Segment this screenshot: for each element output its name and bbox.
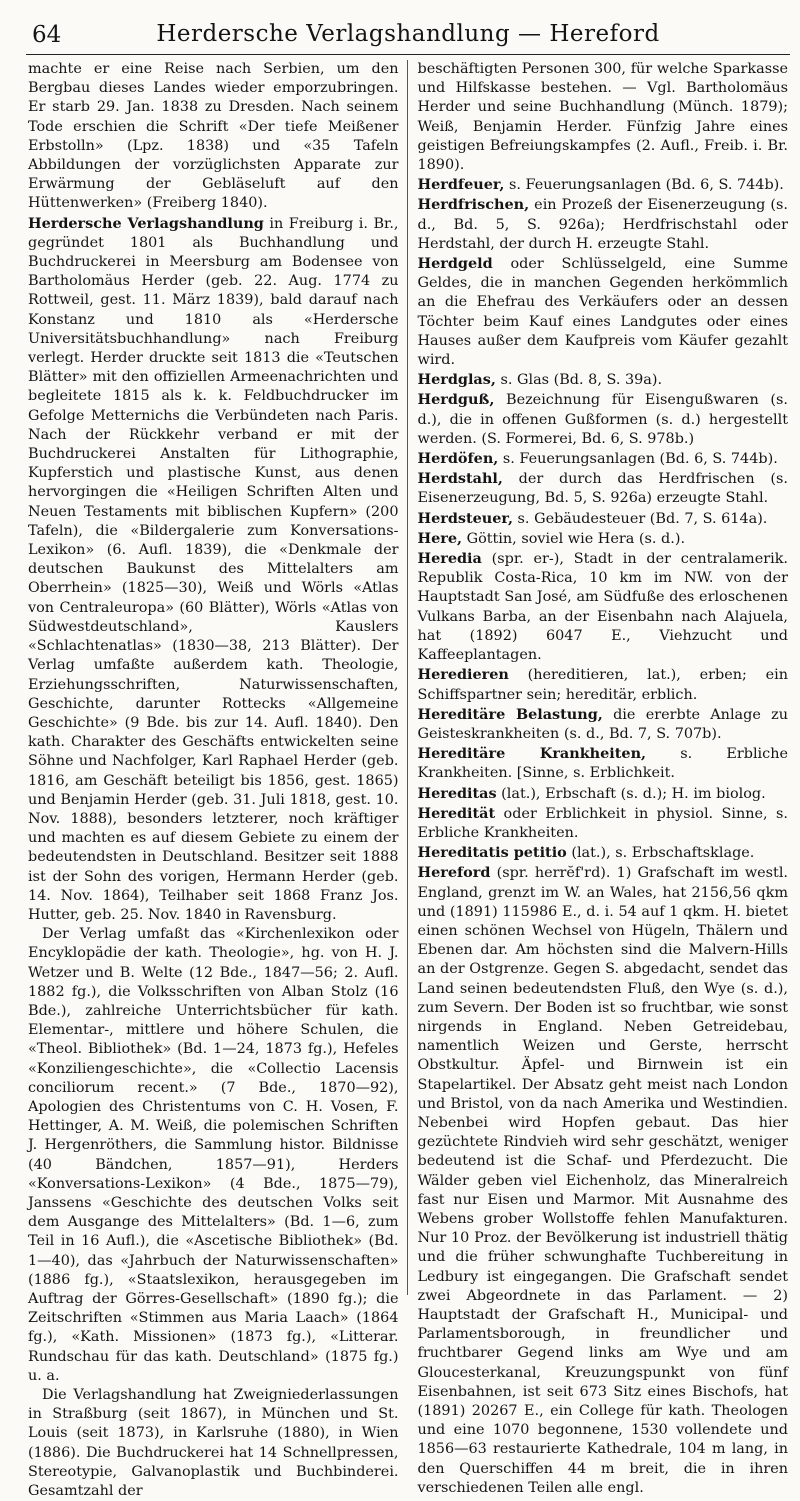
entry-headword: Heredia — [417, 550, 482, 568]
entry-headword: Herdsteuer, — [417, 509, 513, 527]
entry-headword: Herdfrischen, — [417, 196, 530, 214]
text-paragraph — [28, 925, 399, 1386]
dictionary-entry — [418, 863, 789, 1498]
entry-headword: Herdfeuer, — [417, 176, 505, 194]
entry-headword: Hereditatis petitio — [417, 844, 567, 862]
dictionary-entry — [418, 529, 789, 549]
dictionary-entry — [418, 509, 789, 529]
right-column — [408, 60, 791, 1496]
entry-text: s. Glas (Bd. 8, S. 39a). — [495, 372, 663, 389]
entry-text: die ererbte Anlage zu Geisteskrankheiten (s. d., Bd. 7, S. 707b). — [417, 706, 788, 742]
text-paragraph — [28, 1386, 399, 1501]
entry-text: Die Verlagshandlung hat Zweigniederlassungen in Straßburg (seit 1867), in München und St. Louis (seit 1873), in Karlsruhe (1880), in Wien (1886). Die Buchdruckerei hat 14 Schnellpressen, Stereotypie, Galvanoplastik und Buchbinderei. Gesamtzahl der — [28, 1387, 399, 1500]
entry-headword: Herdglas, — [417, 371, 496, 389]
entry-text: (lat.), s. Erbschaftsklage. — [566, 845, 755, 862]
entry-text: Der Verlag umfaßt das «Kirchenlexikon oder Encyklopädie der kath. Theologie», hg. von H. J. Wetzer und B. Welte (12 Bde., 1847—56; 2. Aufl. 1882 fg.), die Volksschriften von Alban Stolz (16 Bde.), zahlreiche Unterrichtsbücher für kath. Elementar-, mittlere und höhere Schulen, die «Theol. Bibliothek» (Bd. 1—24, 1873 fg.), Hefeles «Konziliengeschichte», die «Collectio Lacensis conciliorum recent.» (7 Bde., 1870—92), Apologien des Christentums von C. H. Vosen, F. Hettinger, A. M. Weiß, die polemischen Schriften J. Hergenröthers, die Sammlung histor. Bildnisse (40 Bändchen, 1857—91), Herders «Konversations-Lexikon» (4 Bde., 1875—79), Janssens «Geschichte des deutschen Volks seit dem Ausgange des Mittelalters» (Bd. 1—6, zum Teil in 16 Aufl.), die «Ascetische Bibliothek» (Bd. 1—40), das «Jahrbuch der Naturwissenschaften» (1886 fg.), «Staatslexikon, herausgegeben im Auftrag der Görres-Gesellschaft» (1890 fg.); die Zeitschriften «Stimmen aus Maria Laach» (1864 fg.), «Kath. Missionen» (1873 fg.), «Litterar. Rundschau für das kath. Deutschland» (1875 fg.) u. a. — [28, 926, 399, 1384]
text-paragraph — [28, 60, 399, 214]
page-header — [26, 6, 790, 55]
running-title: Herdersche Verlagshandlung — Hereford — [156, 21, 660, 47]
entry-text: s. Erbliche Krankheiten. [Sinne, s. Erblichkeit. — [417, 746, 788, 782]
dictionary-entry — [418, 195, 789, 254]
entry-headword: Hereditas — [417, 784, 497, 802]
entry-text: ein Prozeß der Eisenerzeugung (s. d., Bd. 5, S. 926a); Herdfrischstahl oder Herdstahl, der durch H. erzeugte Stahl. — [417, 197, 788, 252]
dictionary-entry — [418, 449, 789, 469]
text-paragraph — [418, 60, 789, 175]
entry-text: s. Feuerungsanlagen (Bd. 6, S. 744b). — [504, 177, 784, 194]
entry-headword: Heredität — [417, 804, 496, 822]
entry-text: beschäftigten Personen 300, für welche Sparkasse und Hilfskasse bestehen. — Vgl. Bartholomäus Herder und seine Buchhandlung (Münch. 1879); Weiß, Benjamin Herder. Fünfzig Jahre eines geistigen Befreiungskampfes (2. Aufl., Freib. i. Br. 1890). — [417, 61, 788, 174]
dictionary-entry — [418, 843, 789, 863]
dictionary-entry — [418, 549, 789, 665]
dictionary-entry — [418, 390, 789, 449]
dictionary-entry — [418, 804, 789, 843]
entry-headword: Here, — [417, 529, 462, 547]
entry-text: oder Schlüsselgeld, eine Summe Geldes, die in manchen Gegenden herkömmlich an die Ehefrau des Verkäufers oder an dessen Töchter beim Kauf eines Landgutes oder eines Hauses außer dem Kaufpreis vom Käufer gezahlt wird. — [417, 256, 788, 369]
entry-headword: Herdguß, — [417, 391, 495, 409]
entry-headword: Hereditäre Belastung, — [417, 705, 603, 723]
entry-text: Göttin, soviel wie Hera (s. d.). — [462, 530, 686, 547]
dictionary-entry — [28, 214, 399, 926]
entry-headword: Herdstahl, — [417, 470, 503, 488]
entry-headword: Hereditäre Krankheiten, — [417, 745, 647, 763]
entry-text: (lat.), Erbschaft (s. d.); H. im biolog. — [496, 785, 766, 802]
dictionary-entry — [418, 665, 789, 704]
dictionary-entry — [418, 254, 789, 370]
dictionary-entry — [418, 370, 789, 390]
entry-text: (spr. er-), Stadt in der centralamerik. Republik Costa-Rica, 10 km im NW. von der Hauptstadt San José, am Südfuße des erloschenen Vulkans Barba, an der Eisenbahn nach Alajuela, hat (1892) 6047 E., Viehzucht und Kaffeeplantagen. — [417, 551, 788, 664]
dictionary-entry — [418, 744, 789, 783]
entry-headword: Herdersche Verlagshandlung — [28, 214, 264, 232]
entry-text: in Freiburg i. Br., gegründet 1801 als Buchhandlung und Buchdruckerei in Meersburg am Bodensee von Bartholomäus Herder (geb. 22. Aug. 1774 zu Rottweil, gest. 11. März 1839), bald darauf nach Konstanz und 1810 als «Herdersche Universitätsbuchhandlung» nach Freiburg verlegt. Herder druckte seit 1813 die «Teutschen Blätter» mit den offiziellen Armeenachrichten und begleitete 1815 als k. k. Feldbuchdrucker im Gefolge Metternichs die Verbündeten nach Paris. Nach der Rückkehr verband er mit der Buchdruckerei Anstalten für Lithographie, Kupferstich und plastische Kunst, aus denen hervorgingen die «Heiligen Schriften Alten und Neuen Testaments mit biblischen Kupfern» (200 Tafeln), die «Bildergalerie zum Konversations-Lexikon» (6. Aufl. 1839), die «Denkmale der deutschen Baukunst des Mittelalters am Oberrhein» (1825—30), Weiß und Wörls «Atlas von Centraleuropa» (60 Blätter), Wörls «Atlas von Südwestdeutschland», Kauslers «Schlachtenatlas» (1830—38, 213 Blätter). Der Verlag umfaßte außerdem kath. Theologie, Erziehungsschriften, Naturwissenschaften, Geschichte, darunter Rottecks «Allgemeine Geschichte» (9 Bde. bis zur 14. Aufl. 1840). Den kath. Charakter des Geschäfts entwickelten seine Söhne und Nachfolger, Karl Raphael Herder (geb. 1816, am Geschäft beteiligt bis 1856, gest. 1865) und Benjamin Herder (geb. 31. Juli 1818, gest. 10. Nov. 1888), besonders letzterer, noch kräftiger und machten es auf diesem Gebiete zu einem der bedeutendsten in Deutschland. Besitzer seit 1888 ist der Sohn des vorigen, Hermann Herder (geb. 14. Nov. 1864), Teilhaber seit 1868 Franz Jos. Hutter, geb. 25. Nov. 1840 in Ravensburg. — [28, 215, 399, 923]
entry-text: (spr. herrĕf'rd). 1) Grafschaft im westl. England, grenzt im W. an Wales, hat 2156,56 qkm und (1891) 115986 E., d. i. 54 auf 1 qkm. H. bietet einen schönen Wechsel von Hügeln, Thälern und Ebenen dar. Am höchsten sind die Malvern-Hills an der Ostgrenze. Gegen S. abgedacht, sendet das Land seinen bedeutendsten Fluß, den Wye (s. d.), zum Severn. Der Boden ist so fruchtbar, wie sonst nirgends in England. Neben Getreidebau, namentlich Weizen und Gerste, herrscht Obstkultur. Äpfel- und Birnwein ist ein Stapelartikel. Der Absatz geht meist nach London und Bristol, von da nach Amerika und Westindien. Nebenbei wird Hopfen gebaut. Das hier gezüchtete Rindvieh wird sehr geschätzt, weniger bedeutend ist die Schaf- und Pferdezucht. Die Wälder geben viel Eichenholz, das Mineralreich fast nur Eisen und Marmor. Mit Ausnahme des Webens grober Wollstoffe fehlen Manufakturen. Nur 10 Proz. der Bevölkerung ist industriell thätig und die früher schwunghafte Tuchbereitung in Ledbury ist eingegangen. Die Grafschaft sendet zwei Abgeordnete in das Parlament. — 2) Hauptstadt der Grafschaft H., Municipal- und Parlamentsborough, in freundlicher und fruchtbarer Gegend links am Wye und am Gloucesterkanal, Kreuzungspunkt von fünf Eisenbahnen, ist seit 673 Sitz eines Bischofs, hat (1891) 20267 E., ein College für kath. Theologen und eine 1070 begonnene, 1530 vollendete und 1856—63 restaurierte Kathedrale, 104 m lang, in den Querschiffen 44 m breit, die in ihren verschiedenen Teilen alle engl. — [417, 865, 788, 1496]
entry-text: (hereditieren, lat.), erben; ein Schiffspartner sein; hereditär, erblich. — [417, 667, 788, 703]
entry-text: s. Feuerungsanlagen (Bd. 6, S. 744b). — [498, 451, 778, 468]
entry-text: Bezeichnung für Eisengußwaren (s. d.), die in offenen Gußformen (s. d.) hergestellt werden. (S. Formerei, Bd. 6, S. 978b.) — [417, 392, 788, 447]
page-number: 64 — [32, 22, 62, 48]
entry-text: der durch das Herdfrischen (s. Eisenerzeugung, Bd. 5, S. 926a) erzeugte Stahl. — [417, 471, 788, 507]
dictionary-entry — [418, 469, 789, 508]
entry-headword: Hereford — [417, 864, 491, 882]
entry-text: machte er eine Reise nach Serbien, um den Bergbau dieses Landes wieder emporzubringen. Er starb 29. Jan. 1838 zu Dresden. Nach seinem Tode erschien die Schrift «Der tiefe Meißener Erbstolln» (Lpz. 1838) und «35 Tafeln Abbildungen der vorzüglichsten Apparate zur Erwärmung der Gebläseluft auf den Hüttenwerken» (Freiberg 1840). — [28, 61, 399, 212]
entry-text: s. Gebäudesteuer (Bd. 7, S. 614a). — [512, 510, 768, 527]
dictionary-entry — [418, 784, 789, 804]
entry-headword: Heredieren — [417, 666, 509, 684]
dictionary-entry — [418, 705, 789, 744]
entry-text: oder Erblichkeit in physiol. Sinne, s. Erbliche Krankheiten. — [417, 805, 788, 841]
text-columns — [26, 60, 790, 1500]
dictionary-entry — [418, 175, 789, 195]
entry-headword: Herdöfen, — [417, 450, 499, 468]
left-column — [26, 60, 407, 1500]
entry-headword: Herdgeld — [417, 255, 493, 273]
